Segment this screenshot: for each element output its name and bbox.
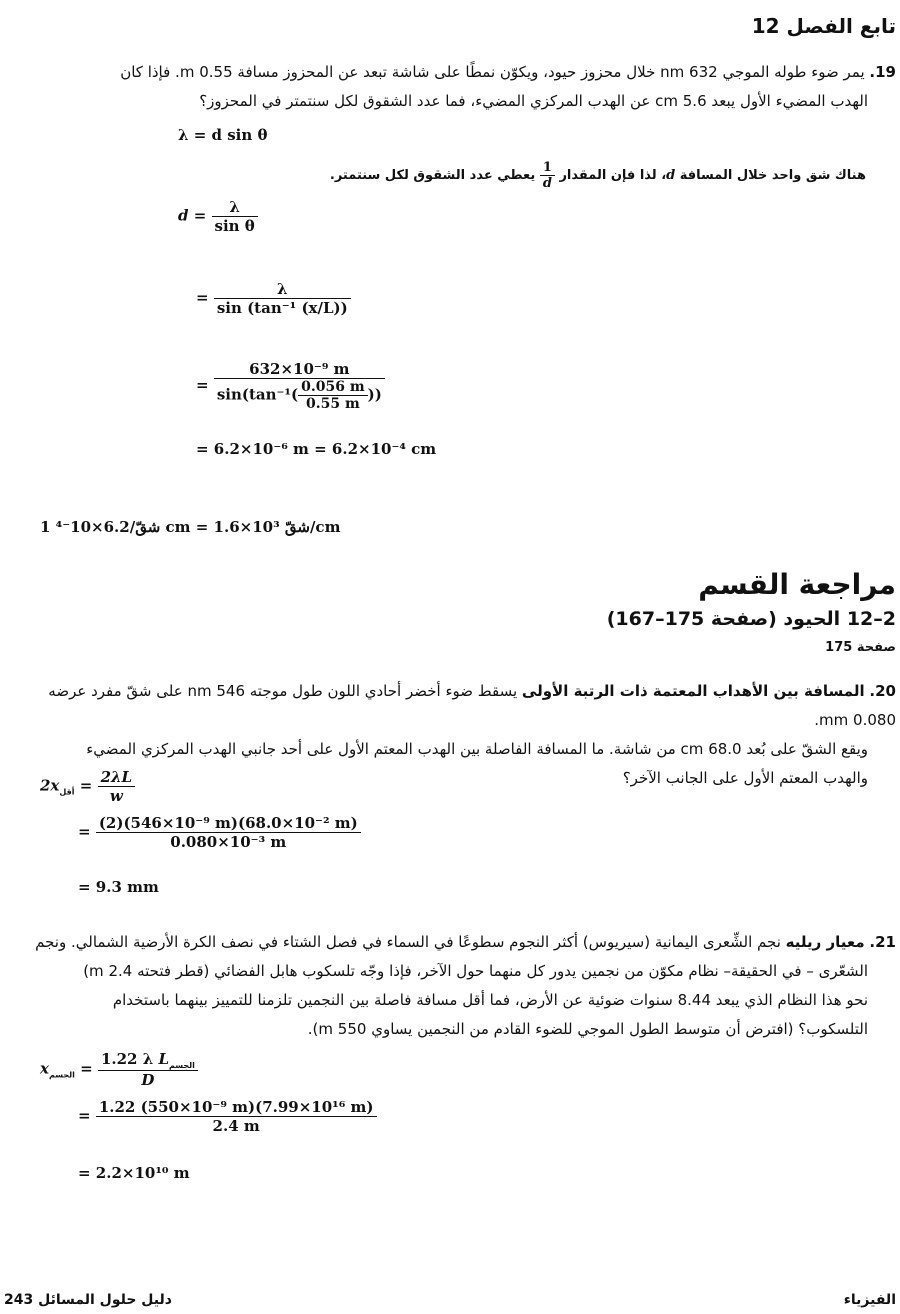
- problem-text-line: يسقط ضوء أخضر أحادي اللون طول موجته 546 nm على شقّ مفرد عرضه 0.080 mm.: [48, 682, 896, 729]
- fraction: $\frac{2\lambda L}{w}$: [98, 768, 136, 805]
- chapter-title: تابع الفصل 12: [751, 14, 896, 38]
- equation-values: = $\frac{\text{(2)(546×10⁻⁹ m)(68.0×10⁻² m)}}{\text{0.080×10⁻³ m}}$: [78, 814, 361, 851]
- problem-lead: معيار ريليه: [785, 933, 865, 951]
- footer-left: [4, 1292, 172, 1308]
- equation-d: d = $\frac{\lambda}{\text{sin θ}}$: [178, 198, 258, 235]
- fraction-one-over-d: $\frac{1}{d}$: [540, 160, 555, 191]
- problem-text-line: ويقع الشقّ على بُعد 68.0 cm من شاشة. ما المسافة الفاصلة بين الهدب المعتم الأول على أحد جانبي الهدب المركزي المضيء: [86, 740, 868, 758]
- problem-number: 21.: [869, 933, 896, 951]
- problem-text-line: والهدب المعتم الأول على الجانب الآخر؟: [622, 769, 868, 787]
- problem-number: 19.: [869, 63, 896, 81]
- problem-text-line: يمر ضوء طوله الموجي 632 nm خلال محزوز حيود، ويكوّن نمطًا على شاشة تبعد عن المحزوز مسافة 0.55 m. فإذا كان: [120, 63, 865, 81]
- problem-21-text: [4, 928, 896, 1044]
- fraction: $\frac{\text{(2)(546×10⁻⁹ m)(68.0×10⁻² m)}}{\text{0.080×10⁻³ m}}$: [96, 814, 361, 851]
- problem-20-text: [4, 677, 896, 793]
- equation-result: = 9.3 mm: [78, 878, 159, 896]
- equation-slits-per-cm: 1 شقّ/6.2×10⁻⁴ cm = 1.6×10³ شقّ/cm: [40, 518, 341, 536]
- equation-values: = $\frac{\text{1.22 (550×10⁻⁹ m)(7.99×10¹⁶ m)}}{2.4 m}$: [78, 1098, 377, 1135]
- equation-substitution: = $\frac{\lambda}{\text{sin (tan⁻¹ (x/L))}}$: [196, 280, 351, 317]
- problem-text-line: التلسكوب؟ (افترض أن متوسط الطول الموجي للضوء القادم من النجمين يساوي 550 m).: [307, 1020, 868, 1038]
- equation-x-object: $x_{الجسم}$ = $\frac{1.22 \lambda L_{الجسم}}{D}$: [40, 1050, 198, 1089]
- page-reference: صفحة 175: [825, 640, 896, 655]
- problem-19-text: [4, 58, 896, 116]
- page-number: 243: [4, 1292, 34, 1308]
- equation-result: = 2.2×10¹⁰ m: [78, 1164, 190, 1182]
- fraction: $\frac{\lambda}{\text{sin (tan⁻¹ (x/L))}}$: [214, 280, 351, 317]
- problem-text-line: نحو هذا النظام الذي يبعد 8.44 سنوات ضوئية عن الأرض، فما أقل مسافة فاصلة بين النجمين تلزمنا للتمييز بينهما باستخدام: [112, 991, 868, 1009]
- note-slits: هناك شق واحد خلال المسافة d، لذا فإن المقدار $\frac{1}{d}$ يعطي عدد الشقوق لكل سنتمتر.: [329, 160, 866, 191]
- fraction: $\frac{\lambda}{\text{sin θ}}$: [212, 198, 258, 235]
- equation-2x: $2x_{أقل}$ = $\frac{2\lambda L}{w}$: [40, 768, 135, 805]
- problem-text-line: نجم الشِّعرى اليمانية (سيريوس) أكثر النجوم سطوعًا في السماء في فصل الشتاء في نصف الكرة الأرضية الشمالي. ونجم: [35, 933, 781, 951]
- equation-values: = 632×10⁻⁹ m sin(tan⁻¹( $\frac{0.056 m}{0.55 m}$ )): [196, 360, 385, 412]
- fraction: $\frac{1.22 \lambda L_{الجسم}}{D}$: [98, 1050, 198, 1089]
- footer-subject: الفيزياء: [843, 1292, 896, 1308]
- equation-result: = 6.2×10⁻⁶ m = 6.2×10⁻⁴ cm: [196, 440, 437, 458]
- problem-lead: المسافة بين الأهداب المعتمة ذات الرتبة الأولى: [521, 682, 865, 700]
- problem-text-line: الهدب المضيء الأول يبعد 5.6 cm عن الهدب المركزي المضيء، فما عدد الشقوق لكل سنتمتر في المحزوز؟: [199, 92, 868, 110]
- footer-book-title: دليل حلول المسائل: [38, 1292, 172, 1308]
- section-subtitle: 2–12 الحيود (صفحة 175–167): [606, 608, 896, 630]
- fraction: 632×10⁻⁹ m sin(tan⁻¹( $\frac{0.056 m}{0.55 m}$ )): [214, 360, 385, 412]
- section-title: مراجعة القسم: [698, 568, 896, 601]
- problem-text-line: الشعّرى – في الحقيقة– نظام مكوّن من نجمين يدور كل منهما حول الآخر، فإذا وجّه تلسكوب هابل الفضائي (قطر فتحته 2.4 m): [83, 962, 868, 980]
- problem-number: 20.: [869, 682, 896, 700]
- fraction: $\frac{\text{1.22 (550×10⁻⁹ m)(7.99×10¹⁶ m)}}{2.4 m}$: [96, 1098, 377, 1135]
- equation-lambda: λ = d sin θ: [178, 126, 268, 144]
